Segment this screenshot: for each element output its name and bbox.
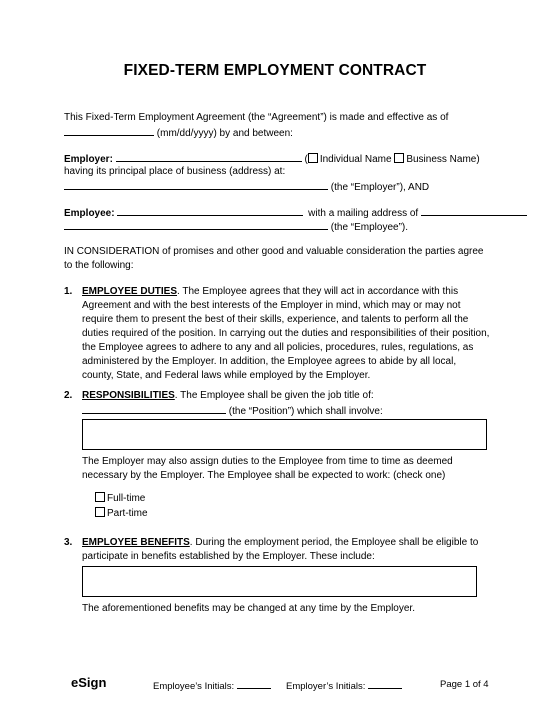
full-time-label: Full-time [107,493,146,504]
section3-after: The aforementioned benefits may be changed at any time by the Employer. [82,603,415,614]
section1-line: county, State, and Federal laws while employed by the Employer. [82,370,371,381]
section3-number: 3. [64,537,73,548]
section2-number: 2. [64,390,73,401]
employee-initials-field[interactable] [237,679,271,689]
section2-after-1: The Employer may also assign duties to the Employee from time to time as deemed [82,456,453,467]
section3-first-line [82,536,478,550]
employer-address-field[interactable] [64,179,328,190]
section2-after-2: necessary by the Employer. The Employee shall be expected to work: (check one) [82,470,446,481]
employee-suffix: (the “Employee”). [330,222,409,233]
intro-line-1: This Fixed-Term Employment Agreement (the “Agreement”) is made and effective as of [64,112,449,123]
full-time-checkbox[interactable] [95,492,105,502]
effective-date-field[interactable] [64,125,154,136]
section1-line: duties required of the position. In carrying out the duties and responsibilities of their position, [82,328,490,339]
section3-heading: EMPLOYEE BENEFITS [82,537,190,548]
employer-paren: ( [304,154,308,165]
employee-mailing-label: with a mailing address of [308,208,419,219]
page-title: FIXED-TERM EMPLOYMENT CONTRACT [123,62,427,79]
employer-initials-field[interactable] [368,679,402,689]
intro-date-suffix: (mm/dd/yyyy) by and between: [156,128,293,139]
position-line [82,403,383,419]
employee-mailing-field[interactable] [421,205,527,216]
full-time-option[interactable] [95,492,145,506]
section1-line: Agreement and with the best interests of the Employer in mind, which may or may not [82,300,461,311]
part-time-checkbox[interactable] [95,507,105,517]
part-time-label: Part-time [107,508,148,519]
employer-address-line [64,179,429,195]
section1-line: administered by the Employer. In addition, the Employee agrees to abide by all local, [82,356,457,367]
individual-checkbox[interactable] [308,153,318,163]
position-duties-textbox[interactable] [82,419,487,450]
consideration-line-2: to the following: [64,260,134,271]
esign-logo: eSign [71,675,107,690]
section2-first-text: . The Employee shall be given the job title of: [174,390,374,401]
section1-number: 1. [64,286,73,297]
position-title-field[interactable] [82,403,226,414]
position-suffix: (the “Position”) which shall involve: [228,406,383,417]
section2-first-line [82,389,374,403]
employee-address-field[interactable] [64,219,328,230]
employee-label: Employee: [64,208,115,219]
intro-line-2 [64,125,293,141]
section3-line-2: participate in benefits established by the Employer. These include: [82,551,375,562]
section1-line: the Employee agrees to adhere to any and all policies, procedures, rules, regulations, as [82,342,474,353]
section1-first-text: . The Employee agrees that they will act in accordance with this [177,286,459,297]
part-time-option[interactable] [95,507,148,521]
employee-initials-label: Employee’s Initials: [153,681,235,692]
section3-first-text: . During the employment period, the Employee shall be eligible to [189,537,479,548]
consideration-line-1: IN CONSIDERATION of promises and other good and valuable consideration the parties agree [64,246,484,257]
section1-heading: EMPLOYEE DUTIES [82,286,178,297]
section2-heading: RESPONSIBILITIES [82,390,175,401]
employee-initials [153,679,271,692]
section1-first-line [82,285,458,299]
section1-line: require them to present the best of their skills, experience, and talents to perform all the [82,314,469,325]
business-checkbox[interactable] [394,153,404,163]
employer-initials [286,679,402,692]
individual-name-label: Individual Name [319,154,392,165]
employer-label: Employer: [64,154,113,165]
benefits-textbox[interactable] [82,566,477,597]
employee-name-field[interactable] [117,205,303,216]
page-number: Page 1 of 4 [440,679,489,690]
employer-name-field[interactable] [116,151,302,162]
employee-address-line [64,219,408,235]
employer-address-label: having its principal place of business (address) at: [64,166,286,177]
employer-initials-label: Employer’s Initials: [286,681,366,692]
employer-suffix: (the “Employer”), AND [330,182,430,193]
business-name-label: Business Name) [406,154,480,165]
